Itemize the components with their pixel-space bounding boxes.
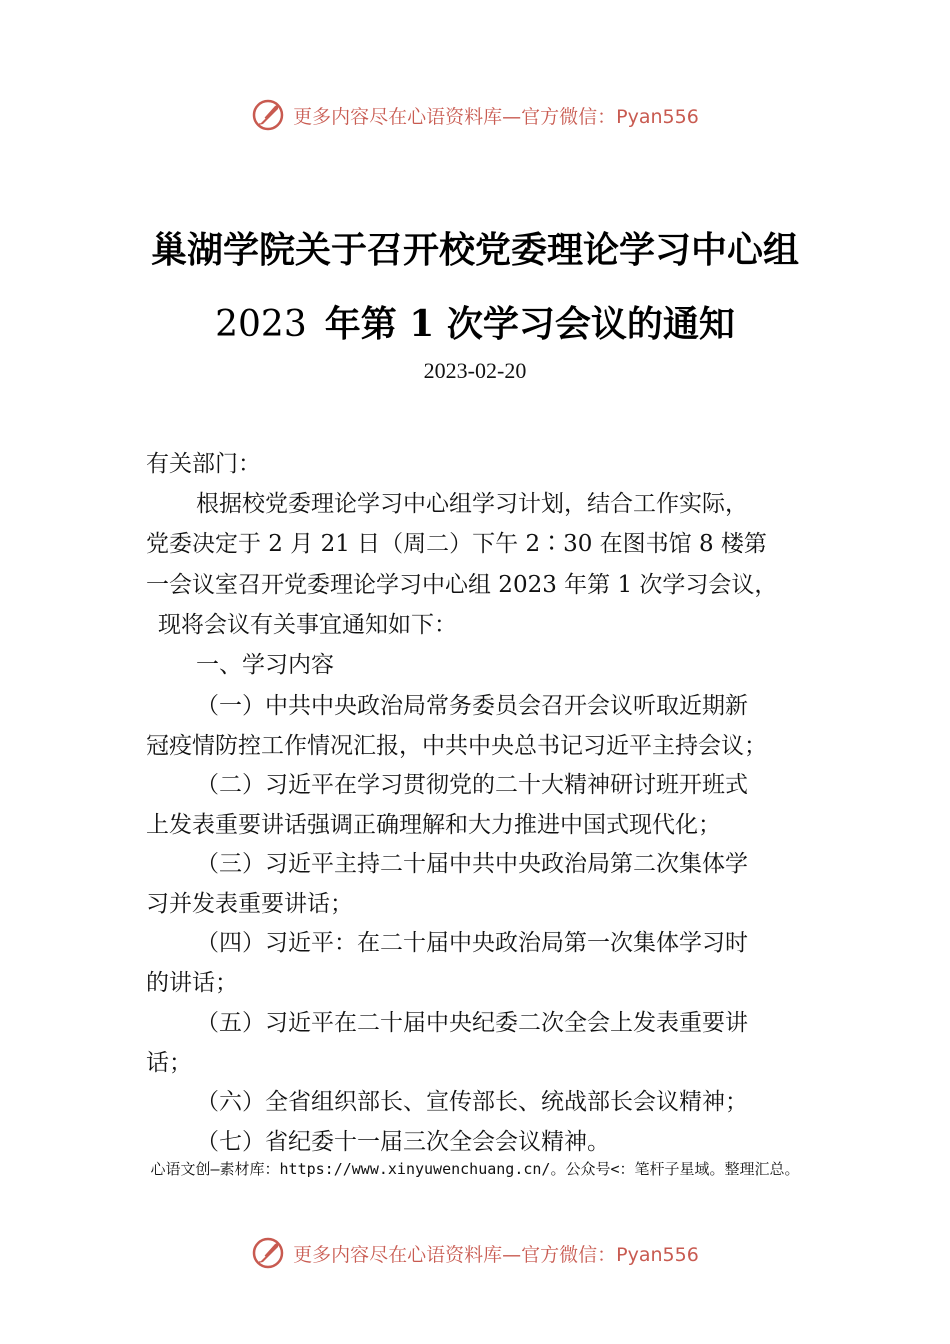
- document-title-line2: [0, 296, 950, 347]
- title-rest: 年第 1 次学习会议的通知: [324, 303, 735, 345]
- intro-line: 一会议室召开党委理论学习中心组 2023 年第 1 次学习会议，: [146, 572, 778, 598]
- banner-text: 更多内容尽在心语资料库—官方微信：Pyan556: [293, 1243, 699, 1266]
- list-item: （三）习近平主持二十届中共中央政治局第二次集体学: [196, 851, 748, 877]
- list-item: （七）省纪委十一届三次全会会议精神。: [196, 1129, 610, 1155]
- intro-line: 党委决定于 2 月 21 日（周二）下午 2∶30 在图书馆 8 楼第: [146, 531, 767, 557]
- list-item: （六）全省组织部长、宣传部长、统战部长会议精神；: [196, 1089, 748, 1115]
- wechat-id: Pyan556: [616, 1243, 699, 1266]
- document-title-line1: 巢湖学院关于召开校党委理论学习中心组: [150, 229, 799, 271]
- list-item-continuation: 话；: [146, 1050, 192, 1076]
- document-date: 2023-02-20: [423, 358, 527, 383]
- list-item-continuation: 的讲话；: [146, 970, 238, 996]
- intro-line: 根据校党委理论学习中心组学习计划，结合工作实际，: [196, 491, 748, 517]
- list-item: （五）习近平在二十届中央纪委二次全会上发表重要讲: [196, 1010, 748, 1036]
- quill-pen-circle-icon: [251, 98, 285, 132]
- wechat-id: Pyan556: [616, 105, 699, 128]
- intro-line: 现将会议有关事宜通知如下：: [158, 612, 457, 638]
- list-item: （一）中共中央政治局常务委员会召开会议听取近期新: [196, 693, 748, 719]
- header-banner: [0, 95, 950, 135]
- footer-banner: [0, 1233, 950, 1273]
- banner-text: 更多内容尽在心语资料库—官方微信：Pyan556: [293, 105, 699, 128]
- footer-source-note: 心语文创—素材库：https://www.xinyuwenchuang.cn/。公众号<：笔杆子星域。整理汇总。: [150, 1160, 800, 1178]
- list-item-continuation: 习并发表重要讲话；: [146, 891, 353, 917]
- salutation: 有关部门：: [146, 451, 261, 477]
- list-item-continuation: 上发表重要讲话强调正确理解和大力推进中国式现代化；: [146, 812, 721, 838]
- section-heading: 一、学习内容: [196, 652, 334, 678]
- quill-pen-circle-icon: [251, 1236, 285, 1270]
- list-item: （二）习近平在学习贯彻党的二十大精神研讨班开班式: [196, 772, 748, 798]
- list-item-continuation: 冠疫情防控工作情况汇报，中共中央总书记习近平主持会议；: [146, 733, 767, 759]
- list-item: （四）习近平：在二十届中央政治局第一次集体学习时: [196, 930, 748, 956]
- title-year: 2023: [215, 304, 307, 345]
